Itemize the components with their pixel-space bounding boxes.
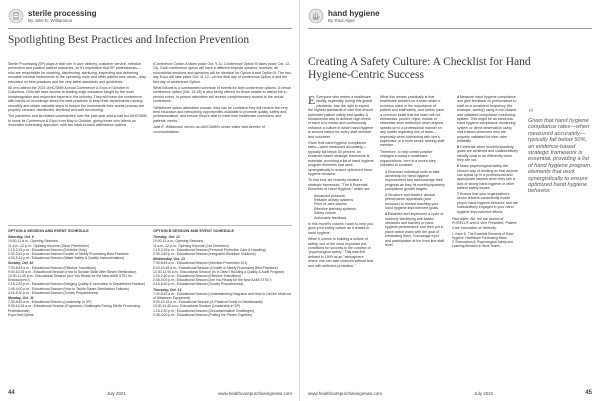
list-item: 1. Kane D. The Essential Elements of Hand Hygiene. Healthcare Purchasing News. [452,232,514,241]
list-item: Saturday, Oct. 9 [8,235,34,240]
list-item: 9:00-10:15 a.m.: Educational Session (How to Sustain Skills After Steam Sterilization) [8,269,137,274]
list-item: 2:45-4:00 p.m.: Educational Session (Are You Ready for the New AAMI ST91?) [153,278,272,283]
paragraph: The pandemic and its related uncertainties over the past year-and-a-half led IAHCSMM to move its Conference & Expo from May to October, giving those who attend an innovative scheduling approach, with two back-to-back attendance options [8,114,147,128]
sterile-processing-icon [8,8,24,24]
byline: By Julie E. Williamson [28,18,73,23]
list-item [457,95,518,143]
body-column-2 [153,62,292,222]
list-item: • Effective learning systems [314,207,374,211]
schedule-heading: OPTION A SESSION AND EVENT SCHEDULE [8,229,89,233]
step-number: 3 [385,212,388,217]
paragraph [308,95,374,139]
left-footer [8,389,292,397]
quote-mark-icon: “ [528,105,533,121]
right-section-header [308,6,592,29]
list-item: 2. Edmondson A. Psychological Safety and Learning Behavior in Work Teams. [452,239,513,248]
list-item: • Advanced products [314,194,374,198]
step-number: 5 [457,144,460,149]
body-column-1 [308,95,374,385]
section-label: hand hygiene [328,9,380,18]
pull-quote-text: Given that hand hygiene compliance rates—when measured accurately—typically fall below 50%, an evidence-based strategic framework is essential, providing a list of hand hygiene program elements that work synergistically to ensure optimized hand hygiene behavior. [528,118,591,195]
author-bio: Paul Alper, BA, led the launch of PURELL® and is Vice President, Patient Care Innovation at Vectorlty. [452,217,517,230]
list-item: 4:15-5:30 p.m.: Educational Session (Survey Preparedness) [8,290,99,295]
step-number: 2 [385,193,388,198]
article-title: Spotlighting Best Practices and Infection Prevention [8,34,250,46]
paragraph: Sterile Processing (SP) plays a vital role in care delivery, customer service, infection prevention and positive patient outcomes, so it's imperative that SP professionals—who are responsible for cleaning, disinfecting, sterilizing, inspecting and delivering reusable medical instruments to the operating room and other patient care areas—stay educated on best practices and the very latest standards and guidelines. [8,62,147,84]
body-column-2 [380,95,446,385]
list-item: 7:30-8:45 a.m.: Educational Session (Understanding Diagrams and How to Get the Most out of Ultrasonic Equipment) [153,291,292,301]
byline: By Paul Alper [328,18,356,23]
list-item: 10:00-11 a.m.: Opening Sessions [153,239,204,244]
list-item: 2:45-4:00 p.m.: Educational Session (Putting the Pieces Together) [153,312,253,317]
paragraph: What this means practically is that healthcare workers on a team share a common value in the importance of patient and staff safety, and further have a common belief that the team will not embarrass, punish, reject, isolate or otherwise seek retribution when anyone speaks up to a professional manner on any matter regarding risk of harm—especially when interacting with one's supervisor or a more senior ranking staff member. [380,95,445,148]
list-item: 10:00-11 a.m.: Opening Sessions [8,239,59,244]
checklist-continued [452,95,518,214]
list-item: Tuesday, Oct. 12 [153,235,180,240]
list-item: • Safety culture [314,211,374,215]
list-item: 7:30-8:45 a.m.: Educational Session (Leadership in SP) [8,300,92,305]
website-link[interactable]: www.healthcarepurchasingnews.com [217,390,292,396]
list-item: 10:30-11:45 a.m.: Educational Session (Leadership in SP) [153,304,241,309]
paragraph: "Whichever option attendees choose, they can be confident they will receive the very best education and networking opportunities available to promote quality, safety and professionalism, and ensure they're able to meet their healthcare customers' and patients' needs." [153,105,288,123]
option-a-schedule [8,229,147,385]
list-item: 1:15-2:30 p.m.: Educational Session (Bringing Quality & Innovation to Department Practice) [8,282,146,287]
checklist [380,170,446,248]
list-item: • Reliable activity systems [314,198,374,202]
list-item: Monday, Oct. 11 [8,296,34,301]
list-item: 7:30-8:45 a.m.: Educational Session (Infection Prevention 101) [153,261,248,266]
step-text: Ensure that your organization's senior leaders consistently model proper hand hygiene behavior and are substantively engaged in your hand hygiene improvement efforts. [457,192,518,214]
paragraph: When it comes to building a culture of safety, one of the most important pre-conditions for success is the concept of "psychological safety." This was first defined in 1999 as an "atmosphere where one can take chances without fear and with sufficient protection." [308,237,374,268]
paragraph: To that end, we recently created a strategic framework: "The 6 Essential Elements of Hand Hygiene," which are: [308,178,371,192]
right-page [300,0,600,401]
list-item: 1:15-2:15 p.m.: Educational Session (Exhibitor Only) [8,247,87,252]
step-text: Make psychological safety the chosen way of working so that anyone can speak up in a professional and appropriate fashion when they see a lack of strong hand hygiene or other patient safety issues. [457,164,518,191]
list-item: Thursday, Oct. 14 [153,287,182,292]
list-item: 2:30-3:45 p.m.: Educational Session Double or Newly Processing Best Practices [8,252,129,257]
list-item: 2:30-3:45 p.m.: Educational Session (Integrated Workflow Solutions) [153,252,256,257]
body-column-1 [8,62,147,222]
list-item: 4:00-5:15 p.m.: Educational Session (Water Safety & Quality Instrumentation) [8,256,125,261]
step-text: Measure hand hygiene compliance and give feedback on performance to staff on a consistent frequency (for example, weekly) using a non-biased and validated compliance monitoring system. This might be an electronic hand hygiene compliance monitoring system or direct observation using well-trained observers who are properly validated for inter-rater reliability. [457,95,517,144]
left-section-header [8,6,292,29]
issue-date: July 2021 [474,390,494,396]
list-item [457,145,518,163]
list-item: 11 a.m.-12 p.m.: Opening Keynote (Jon Dorenbos) [153,243,229,248]
article-body [8,62,292,222]
list-item: 11 a.m.-12 p.m.: Opening Keynote (Steve Pemberton) [8,243,89,248]
section-label: sterile processing [28,9,97,18]
paragraph: (Conference Option A takes place Oct. 9-11; Conference Option B takes place Oct. 12-14). Each conference option will have a different keynote speaker; however, all educational sessions and speakers will be identical for Option A and Option B. The two-day Expo will take place Oct. 11-12—on the final day of conference Option A and the first day of conference Option. [153,62,292,84]
list-item: 4:15-5:30 p.m.: Educational Session (Survey Preparedness) [153,282,244,287]
paragraph: What follows is a summarized schedule of events for both conference options. A virtual conference option (Oct. 15-28) is also being offered for those unable to attend the in-person event. In-person attendees will receive complimentary access to the virtual conference. [153,86,291,104]
schedule-heading: OPTION B SESSION AND EVENT SCHEDULE [153,229,235,233]
page-number: 45 [585,390,592,396]
list-item: 7:30-8:45 a.m.: Educational Session (Effective Transitions) [8,265,96,270]
right-footer [308,389,592,397]
list-item [385,212,446,247]
step-text: Structure and leaders' annual performance appraisals (and bonuses) to reward reaching your hand hygiene improvement goals. [385,193,439,211]
pull-quote [528,105,594,195]
paragraph: Therefore, to help create positive changes in today's healthcare organizations, here is a seven-step checklist to consider: [380,149,436,168]
list-item: • Point-of-care access [314,202,374,206]
list-item: 1:15-2:30 p.m.: Educational Session (Effective Transitions) [153,274,241,279]
list-item: 10:30-11:45 a.m.: Educational Session (Are You Ready for the New AAMI ST91 for Endoscopes?) [8,274,132,283]
list-item: 1:15-2:15 p.m.: Educational Session (Personal Protective Care & Handling) [153,247,266,252]
list-item: 9:00-10:15 a.m.: Educational Session (A Practical Guide to Disinfectants) [153,300,263,305]
list-item: 9:00-10:15 a.m.: Educational Session (Double or Newly Processing Best Practices) [153,265,278,270]
list-item [385,193,446,211]
intro-text: Everyone who enters a healthcare facility, especially during this global pandemic, has the right to expect the highest standards of care that ensure optimized patient safety and quality. A fundamental way to achieve high levels of each is to create and continuously enhance a culture in which hand hygiene is second nature for every staff member and volunteer. [308,95,374,139]
list-item [457,164,518,190]
paragraph: All who attend the 2021 IAHCSMM Annual Conference & Expo in October in Columbus, Ohio will have access to leading-edge education taught by the most knowledgeable and respected experts in the industry. They will leave the conference with hands-on knowledge about the best practices to keep their departments running smoothly and obtain valuable steps to ensure the instruments their teams process are properly cleaned, disinfected, sterilized and well-functioning. [8,86,145,113]
list-item: Sunday, Oct. 10 [8,261,34,266]
schedule-box [8,225,292,385]
list-item: Expo Hall Opens [8,312,34,317]
list-item [457,192,518,214]
issue-date: July 2021 [106,390,126,396]
author-bio: Julie E. Williamson serves as IAHCSMM's senior editor and director of communications. [153,125,265,134]
list-item: 1:15-2:30 p.m.: Educational Session (Decontamination Challenges) [153,308,255,313]
step-number: 6 [457,164,460,169]
step-number: 1 [385,169,388,174]
body-column-3 [452,95,518,385]
references [452,233,518,248]
paragraph: In this month's column I want to help you grow your safety culture as it relates to hand hygiene. [308,221,373,235]
drop-cap: E [308,95,316,107]
page-number: 44 [8,390,15,396]
list-item: 10:30-11:45 a.m.: Educational Session (Is It Clean? Building a Quality & Audit Program) [153,269,285,274]
paragraph: Given that hand hygiene compliance rates—when measured accurately—typically fall below 50 percent, an evidence-based strategic framework is essential, providing a list of hand hygiene program elements that work synergistically to ensure optimized hand hygiene behavior. [308,141,374,176]
hand-hygiene-icon [308,8,324,24]
option-b-schedule [153,229,292,385]
list-item: Wednesday, Oct. 13 [153,257,185,262]
article-body [308,95,518,385]
step-text: Establish and implement a cycle of routinely identifying unit-based obstacles and barriers to hand hygiene performance and then put in place action plans with the goal of eliminating them. Encourage input and participation at the front-line staff level. [385,212,445,247]
article-title: Creating A Safety Culture: A Checklist for Hand [308,56,531,68]
step-number: 7 [457,192,460,197]
step-text: Empower individual units to take ownership for hand hygiene improvement and acknowledge their progress as they hit monthly/quarterly compliance growth targets. [385,169,445,192]
schedule-list [8,235,147,317]
schedule-list [153,235,292,317]
list-item: 2:45-4:00 p.m.: Educational Session (How to Tackle Steam Sterilization Failures) [8,286,129,291]
website-link[interactable]: www.healthcarepurchasingnews.com [308,390,383,396]
list-item [385,170,446,192]
step-text: Celebrate when monthly/quarterly goals are achieved and collaboratively identify what to do differently when they are not. [457,144,518,163]
article-subtitle: Hygiene-Centric Success [308,69,424,81]
list-item: 9:00-10:15 a.m.: Educational Session (Ergonomic Challenges Facing Sterile Processing Professionals) [8,304,140,313]
list-item: • Actionable feedback [314,216,374,220]
step-number: 4 [457,95,460,99]
elements-list [308,194,374,220]
